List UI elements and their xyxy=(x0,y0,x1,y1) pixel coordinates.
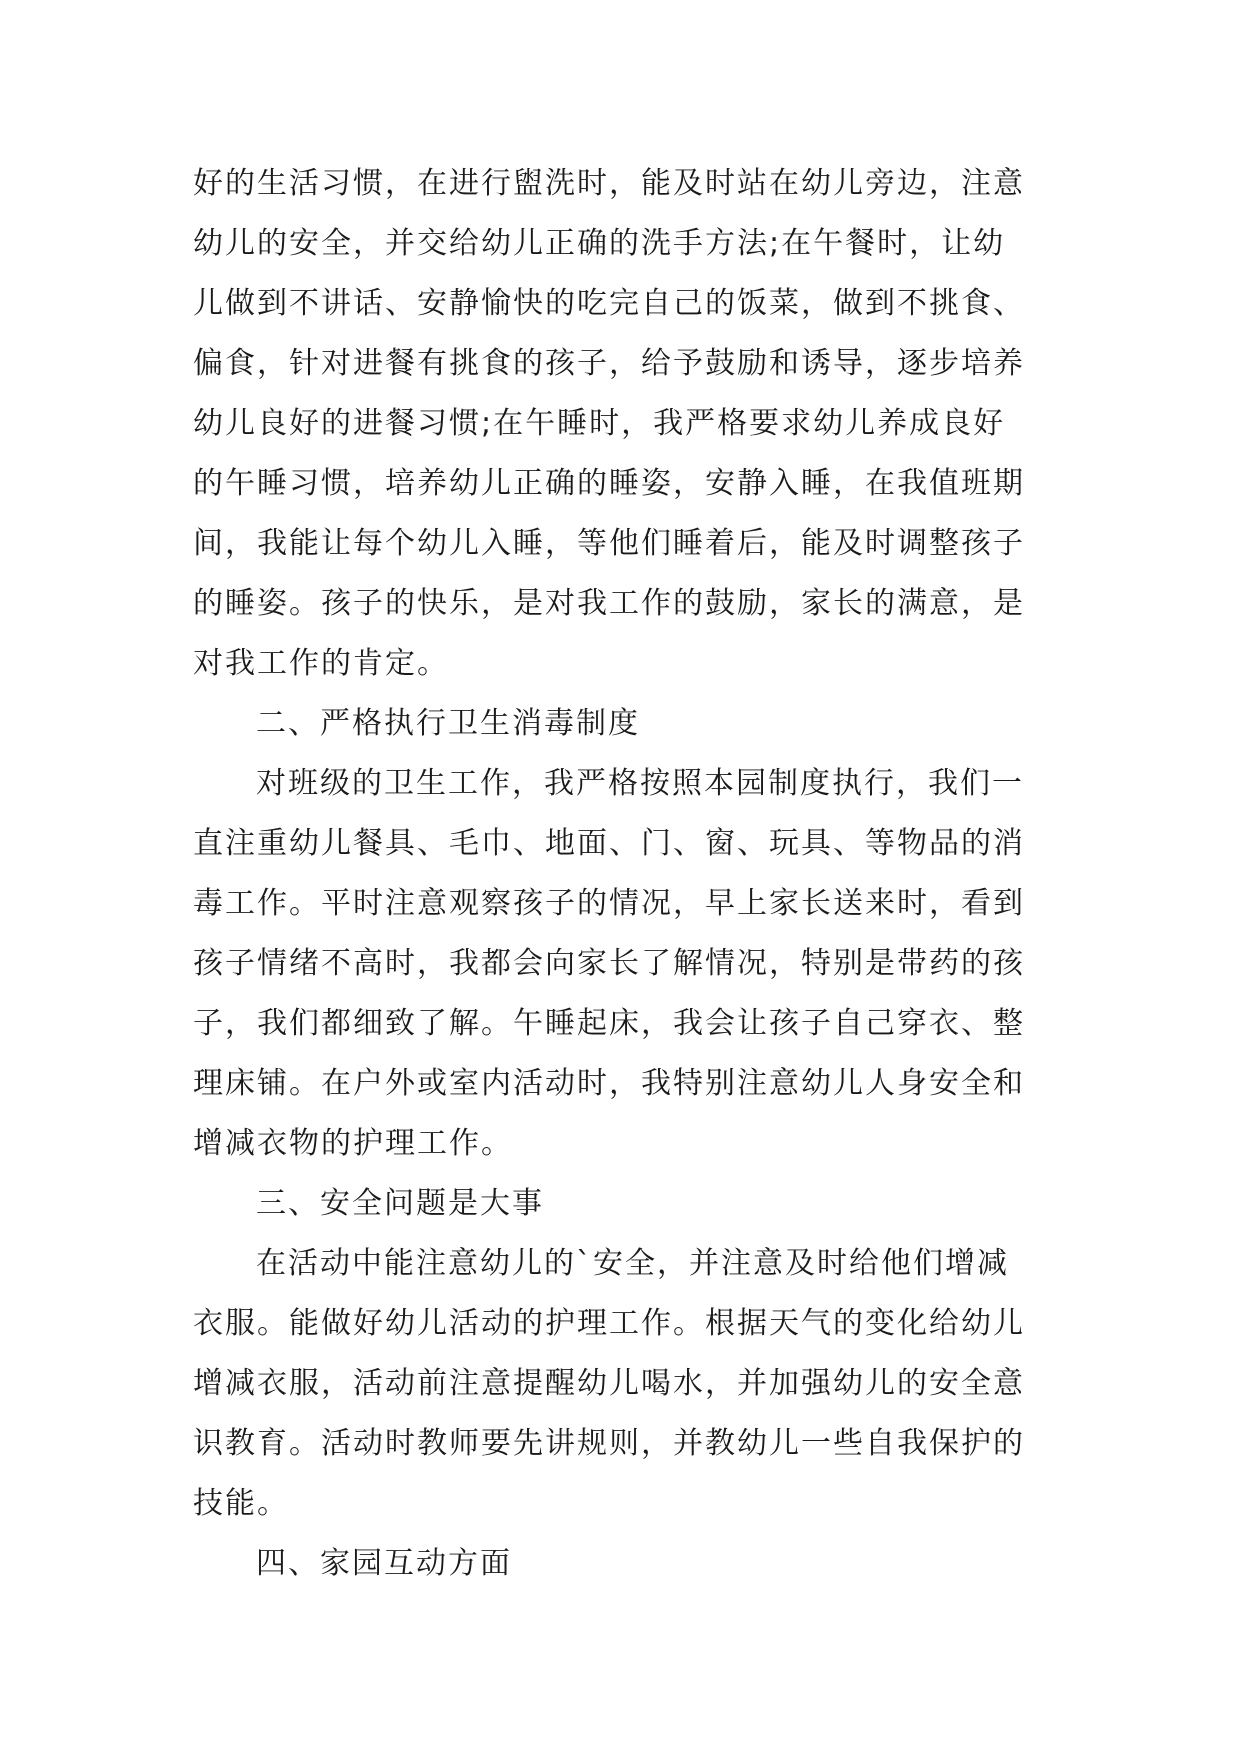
text-line: 增减衣物的护理工作。 xyxy=(193,1126,513,1161)
text-line: 对我工作的肯定。 xyxy=(193,646,449,681)
section-heading: 四、家园互动方面 xyxy=(256,1546,512,1581)
text-line: 增减衣服，活动前注意提醒幼儿喝水，并加强幼儿的安全意 xyxy=(193,1366,1025,1401)
text-line: 识教育。活动时教师要先讲规则，并教幼儿一些自我保护的 xyxy=(193,1426,1025,1461)
text-line: 技能。 xyxy=(193,1486,289,1521)
text-line: 理床铺。在户外或室内活动时，我特别注意幼儿人身安全和 xyxy=(193,1066,1025,1101)
text-line: 偏食，针对进餐有挑食的孩子，给予鼓励和诱导，逐步培养 xyxy=(193,346,1025,381)
text-line: 幼儿良好的进餐习惯;在午睡时，我严格要求幼儿养成良好 xyxy=(193,406,1006,441)
text-line: 幼儿的安全，并交给幼儿正确的洗手方法;在午餐时，让幼 xyxy=(193,226,1006,261)
text-line: 间，我能让每个幼儿入睡，等他们睡着后，能及时调整孩子 xyxy=(193,526,1025,561)
section-heading: 三、安全问题是大事 xyxy=(256,1186,544,1221)
text-line: 好的生活习惯，在进行盥洗时，能及时站在幼儿旁边，注意 xyxy=(193,166,1025,201)
text-line: 对班级的卫生工作，我严格按照本园制度执行，我们一 xyxy=(256,766,1024,801)
text-line: 在活动中能注意幼儿的`安全，并注意及时给他们增减 xyxy=(256,1246,1009,1281)
text-line: 直注重幼儿餐具、毛巾、地面、门、窗、玩具、等物品的消 xyxy=(193,826,1025,861)
text-line: 子，我们都细致了解。午睡起床，我会让孩子自己穿衣、整 xyxy=(193,1006,1025,1041)
text-line: 儿做到不讲话、安静愉快的吃完自己的饭菜，做到不挑食、 xyxy=(193,286,1025,321)
section-heading: 二、严格执行卫生消毒制度 xyxy=(256,706,640,741)
text-line: 孩子情绪不高时，我都会向家长了解情况，特别是带药的孩 xyxy=(193,946,1025,981)
text-line: 的午睡习惯，培养幼儿正确的睡姿，安静入睡，在我值班期 xyxy=(193,466,1025,501)
text-line: 毒工作。平时注意观察孩子的情况，早上家长送来时，看到 xyxy=(193,886,1025,921)
text-line: 的睡姿。孩子的快乐，是对我工作的鼓励，家长的满意，是 xyxy=(193,586,1025,621)
text-line: 衣服。能做好幼儿活动的护理工作。根据天气的变化给幼儿 xyxy=(193,1306,1025,1341)
